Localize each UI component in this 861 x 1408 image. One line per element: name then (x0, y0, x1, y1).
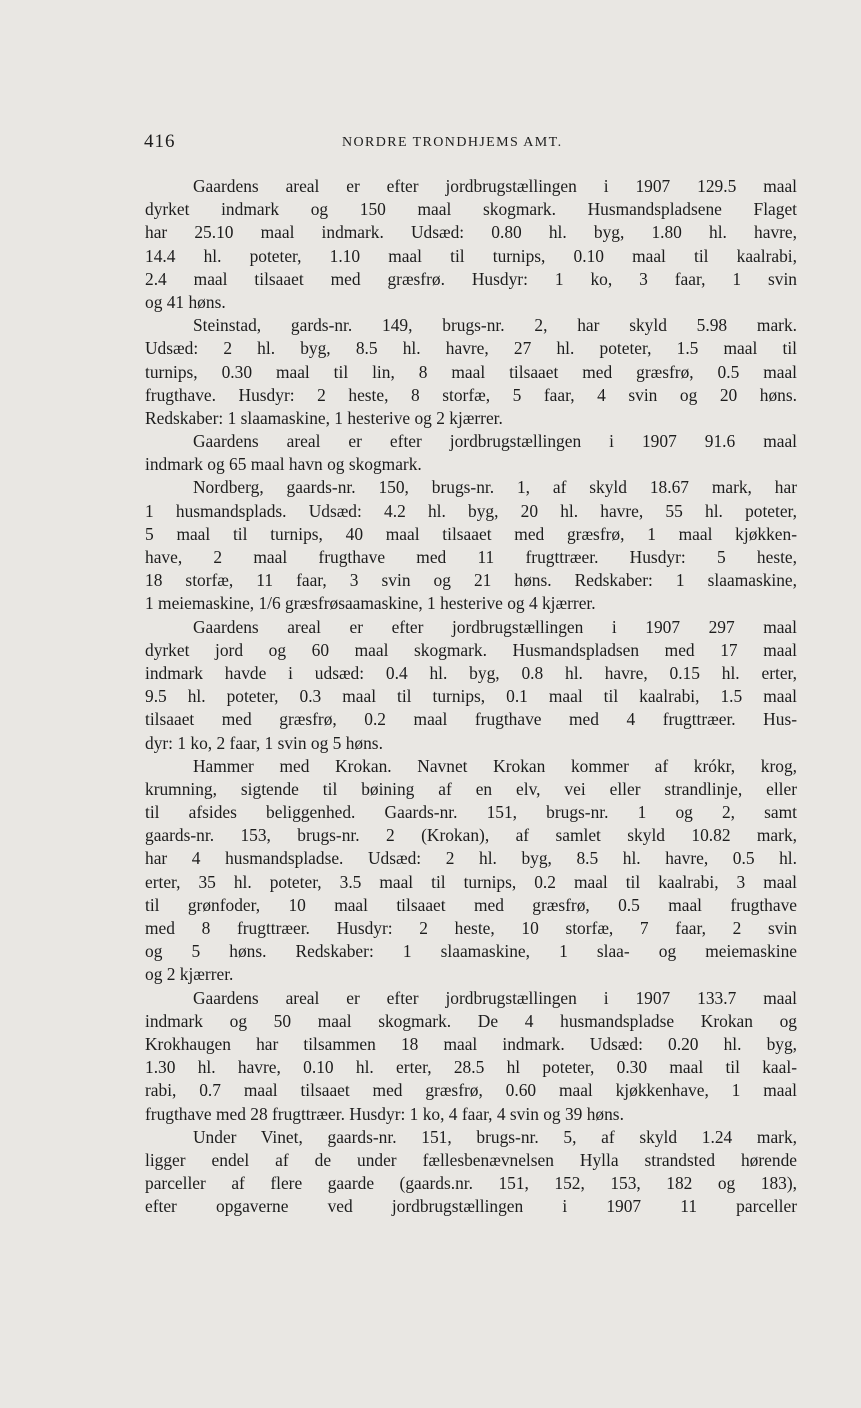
text-line: Krokhaugen har tilsammen 18 maal indmark. Udsæd: 0.20 hl. byg, (145, 1033, 797, 1054)
page-number: 416 (144, 131, 176, 152)
text-line: dyrket indmark og 150 maal skogmark. Husmandspladsene Flaget (145, 199, 797, 220)
text-line: har 4 husmandspladse. Udsæd: 2 hl. byg, 8.5 hl. havre, 0.5 hl. (145, 848, 797, 869)
text-line: dyr: 1 ko, 2 faar, 1 svin og 5 høns. (145, 732, 383, 753)
text-line: gaards-nr. 153, brugs-nr. 2 (Krokan), af samlet skyld 10.82 mark, (145, 825, 797, 846)
text-line: Steinstad, gards-nr. 149, brugs-nr. 2, har skyld 5.98 mark. (193, 315, 797, 336)
text-line: Gaardens areal er efter jordbrugstællingen i 1907 297 maal (193, 616, 797, 637)
text-line: til grønfoder, 10 maal tilsaaet med græsfrø, 0.5 maal frugthave (145, 894, 797, 915)
text-line: 1 husmandsplads. Udsæd: 4.2 hl. byg, 20 hl. havre, 55 hl. poteter, (145, 500, 797, 521)
text-line: ligger endel af de under fællesbenævnelsen Hylla strandsted hørende (145, 1149, 797, 1170)
paragraph (145, 476, 797, 615)
text-line: parceller af flere gaarde (gaards.nr. 151, 152, 153, 182 og 183), (145, 1173, 797, 1194)
text-line: frugthave med 28 frugttræer. Husdyr: 1 ko, 4 faar, 4 svin og 39 høns. (145, 1103, 624, 1124)
text-line: dyrket jord og 60 maal skogmark. Husmandspladsen med 17 maal (145, 639, 797, 660)
text-line: erter, 35 hl. poteter, 3.5 maal til turnips, 0.2 maal til kaalrabi, 3 maal (145, 871, 797, 892)
text-line: indmark og 65 maal havn og skogmark. (145, 454, 422, 475)
text-line: 1 meiemaskine, 1/6 græsfrøsaamaskine, 1 hesterive og 4 kjærrer. (145, 593, 596, 614)
text-line: Redskaber: 1 slaamaskine, 1 hesterive og 2 kjærrer. (145, 407, 503, 428)
paragraph (145, 314, 797, 430)
text-line: Gaardens areal er efter jordbrugstællingen i 1907 133.7 maal (193, 987, 797, 1008)
text-line: rabi, 0.7 maal tilsaaet med græsfrø, 0.60 maal kjøkkenhave, 1 maal (145, 1080, 797, 1101)
text-line: har 25.10 maal indmark. Udsæd: 0.80 hl. byg, 1.80 hl. havre, (145, 222, 797, 243)
text-line: Gaardens areal er efter jordbrugstællingen i 1907 91.6 maal (193, 431, 797, 452)
text-line: 18 storfæ, 11 faar, 3 svin og 21 høns. Redskaber: 1 slaamaskine, (145, 570, 797, 591)
text-line: og 5 høns. Redskaber: 1 slaamaskine, 1 slaa- og meiemaskine (145, 941, 797, 962)
text-line: indmark og 50 maal skogmark. De 4 husmandspladse Krokan og (145, 1010, 797, 1031)
paragraph (145, 755, 797, 987)
text-line: og 41 høns. (145, 291, 226, 312)
text-line: indmark havde i udsæd: 0.4 hl. byg, 0.8 hl. havre, 0.15 hl. erter, (145, 662, 797, 683)
text-line: Udsæd: 2 hl. byg, 8.5 hl. havre, 27 hl. poteter, 1.5 maal til (145, 338, 797, 359)
text-line: Nordberg, gaards-nr. 150, brugs-nr. 1, af skyld 18.67 mark, har (193, 477, 797, 498)
paragraph (145, 616, 797, 755)
text-line: 5 maal til turnips, 40 maal tilsaaet med græsfrø, 1 maal kjøkken- (145, 523, 797, 544)
body-text (145, 175, 797, 1218)
paragraph (145, 175, 797, 314)
text-line: til afsides beliggenhed. Gaards-nr. 151, brugs-nr. 1 og 2, samt (145, 802, 797, 823)
text-line: Under Vinet, gaards-nr. 151, brugs-nr. 5, af skyld 1.24 mark, (193, 1126, 797, 1147)
text-line: med 8 frugttræer. Husdyr: 2 heste, 10 storfæ, 7 faar, 2 svin (145, 918, 797, 938)
text-line: 2.4 maal tilsaaet med græsfrø. Husdyr: 1 ko, 3 faar, 1 svin (145, 268, 797, 289)
paragraph (145, 430, 797, 476)
text-line: turnips, 0.30 maal til lin, 8 maal tilsaaet med græsfrø, 0.5 maal (145, 361, 797, 382)
running-title: NORDRE TRONDHJEMS AMT. (342, 135, 563, 150)
text-line: 9.5 hl. poteter, 0.3 maal til turnips, 0.1 maal til kaalrabi, 1.5 maal (145, 686, 797, 707)
paragraph (145, 1126, 797, 1219)
text-line: 14.4 hl. poteter, 1.10 maal til turnips, 0.10 maal til kaalrabi, (145, 245, 797, 266)
text-line: Hammer med Krokan. Navnet Krokan kommer af krókr, krog, (193, 755, 797, 776)
text-line: frugthave. Husdyr: 2 heste, 8 storfæ, 5 faar, 4 svin og 20 høns. (145, 384, 797, 405)
paragraph (145, 987, 797, 1126)
text-line: 1.30 hl. havre, 0.10 hl. erter, 28.5 hl poteter, 0.30 maal til kaal- (145, 1057, 797, 1078)
text-line: Gaardens areal er efter jordbrugstællingen i 1907 129.5 maal (193, 176, 797, 196)
text-line: tilsaaet med græsfrø, 0.2 maal frugthave med 4 frugttræer. Hus- (145, 709, 797, 730)
text-line: have, 2 maal frugthave med 11 frugttræer. Husdyr: 5 heste, (145, 547, 797, 567)
text-line: og 2 kjærrer. (145, 964, 234, 985)
text-line: krumning, sigtende til bøining af en elv, vei eller strandlinje, eller (145, 778, 797, 799)
text-line: efter opgaverne ved jordbrugstællingen i 1907 11 parceller (145, 1196, 797, 1217)
